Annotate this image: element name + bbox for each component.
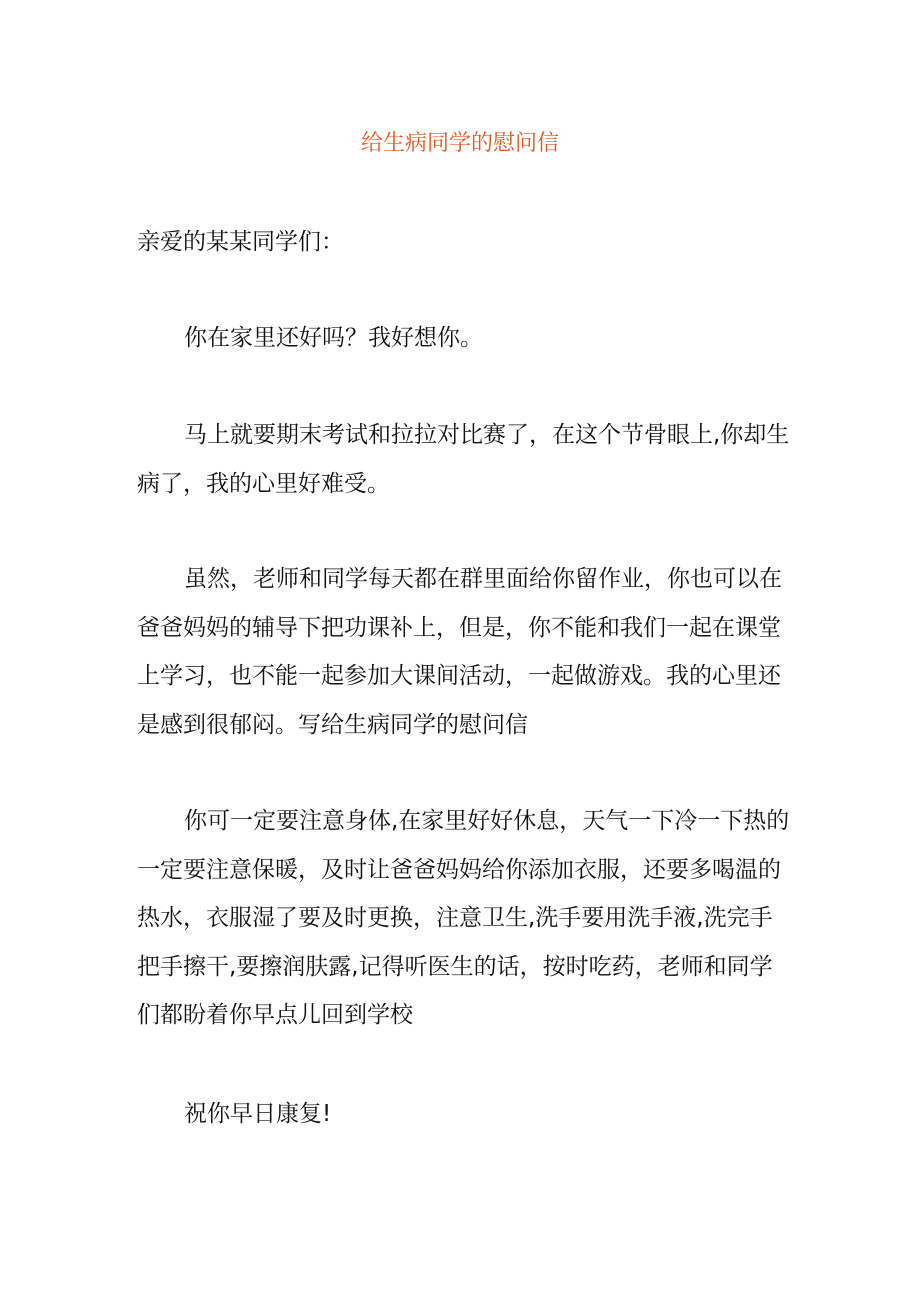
paragraph-2: 马上就要期末考试和拉拉对比赛了，在这个节骨眼上,你却生病了，我的心里好难受。 [137, 422, 790, 497]
paragraph-4: 你可一定要注意身体,在家里好好休息，天气一下冷一下热的一定要注意保暖，及时让爸爸妈妈给你添加衣服，还要多喝温的热水，衣服湿了要及时更换，注意卫生,洗手要用洗手液,洗完手把手擦干,要擦润肤露,记得听医生的话，按时吃药，老师和同学们都盼着你早点儿回到学校 [137, 808, 790, 1028]
closing-wish: 祝你早日康复! [184, 1101, 332, 1127]
paragraph-1: 你在家里还好吗？我好想你。 [184, 325, 483, 351]
paragraph-3: 虽然，老师和同学每天都在群里面给你留作业，你也可以在爸爸妈妈的辅导下把功课补上，但是，你不能和我们一起在课堂上学习，也不能一起参加大课间活动，一起做游戏。我的心里还是感到很郁闷。写给生病同学的慰问信 [137, 566, 782, 738]
salutation: 亲爱的某某同学们： [137, 229, 344, 255]
document-title: 给生病同学的慰问信 [360, 131, 559, 156]
